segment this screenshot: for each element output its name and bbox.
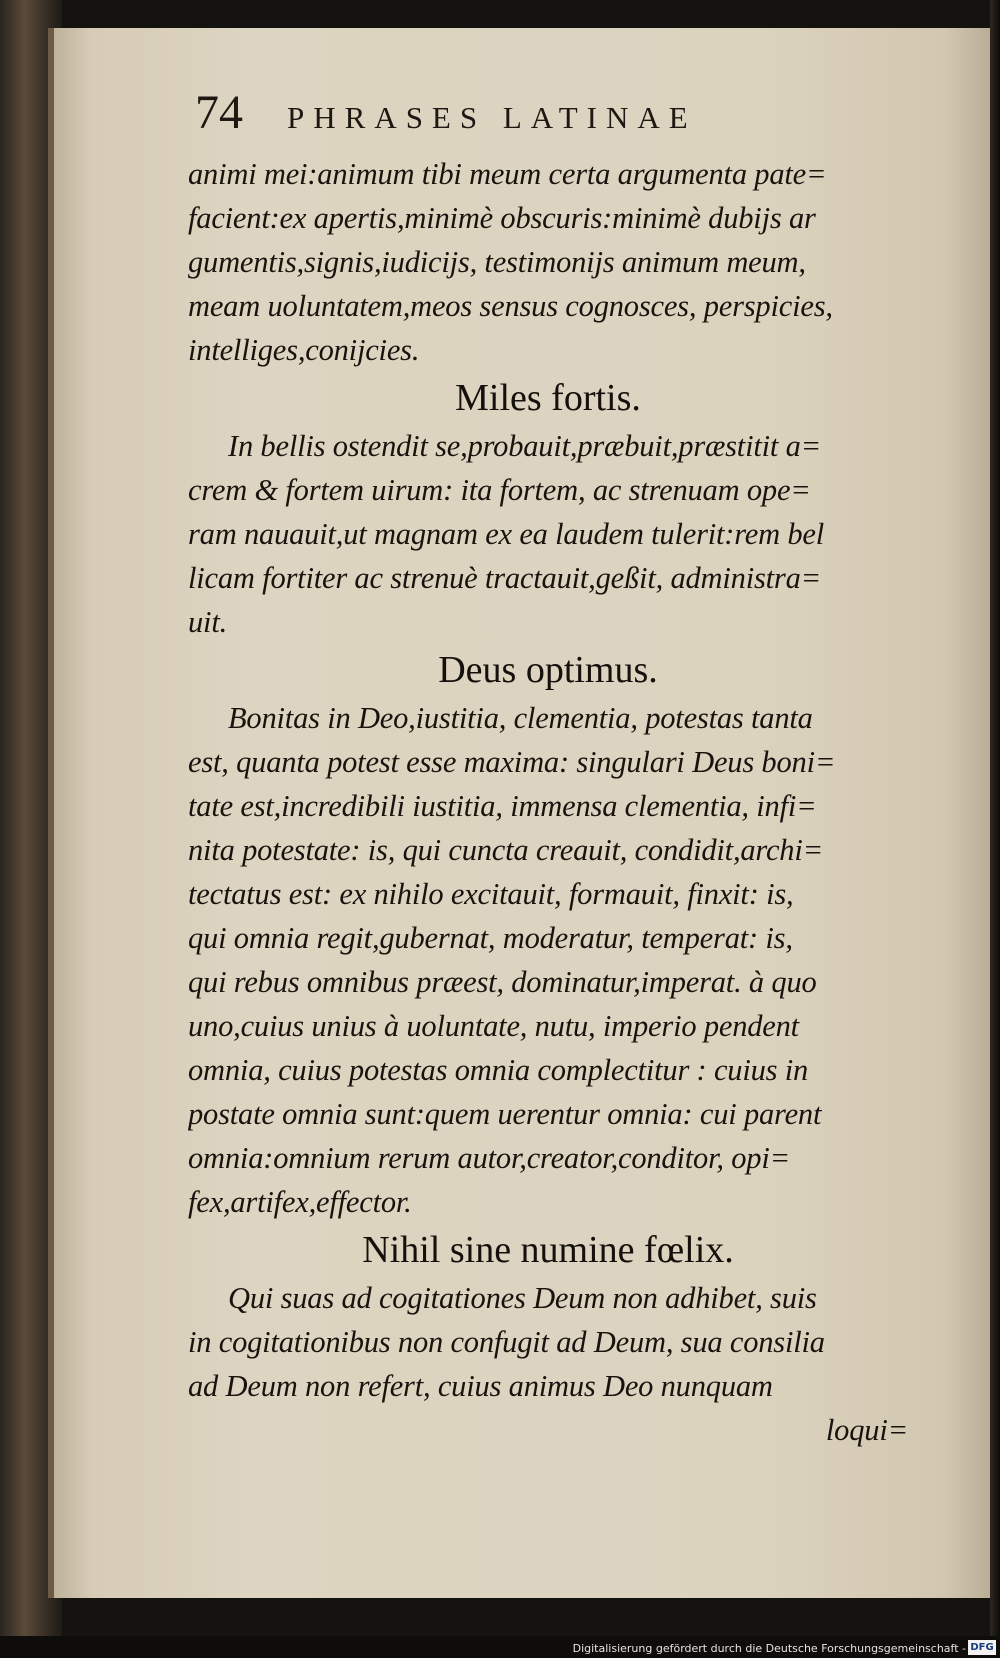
text-line: gumentis,signis,iudicijs, testimonijs animum meum,: [188, 245, 806, 279]
text-line: uit.: [188, 605, 228, 639]
text-line: tectatus est: ex nihilo excitauit, formauit, finxit: is,: [188, 877, 794, 911]
text-line: fex,artifex,effector.: [188, 1185, 412, 1219]
text-line: omnia, cuius potestas omnia complectitur : cuius in: [188, 1053, 809, 1087]
text-line: qui rebus omnibus præest, dominatur,imperat. à quo: [188, 965, 817, 999]
dfg-logo-icon: DFG: [968, 1640, 996, 1655]
text-line: intelliges,conijcies.: [188, 333, 420, 367]
text-line: Bonitas in Deo,iustitia, clementia, potestas tanta: [228, 701, 813, 735]
text-line: Qui suas ad cogitationes Deum non adhibet, suis: [228, 1281, 817, 1315]
footer-strip: [0, 1636, 1000, 1658]
text-line: ram nauauit,ut magnam ex ea laudem tulerit:rem bel: [188, 517, 825, 551]
text-line: uno,cuius unius à uoluntate, nutu, imperio pendent: [188, 1009, 799, 1043]
page-edge-shadow: [990, 0, 1000, 1658]
page-text: [188, 152, 908, 1452]
text-line: facient:ex apertis,minimè obscuris:minimè dubijs ar: [188, 201, 816, 235]
catchword: loqui=: [825, 1413, 908, 1447]
dfg-credit: Digitalisierung gefördert durch die Deutsche Forschungsgemeinschaft -: [572, 1642, 966, 1655]
text-line: licam fortiter ac strenuè tractauit,geßit, administra=: [188, 561, 822, 595]
text-line: animi mei:animum tibi meum certa argumenta pate=: [188, 157, 827, 191]
text-line: omnia:omnium rerum autor,creator,conditor, opi=: [188, 1141, 790, 1175]
text-line: est, quanta potest esse maxima: singulari Deus boni=: [188, 745, 836, 779]
text-line: crem & fortem uirum: ita fortem, ac strenuam ope=: [188, 473, 811, 507]
text-line: qui omnia regit,gubernat, moderatur, temperat: is,: [188, 921, 793, 955]
text-line: postate omnia sunt:quem uerentur omnia: cui parent: [188, 1097, 822, 1131]
section-heading: Miles fortis.: [455, 377, 641, 419]
folio-number: 74: [195, 86, 243, 139]
text-line: ad Deum non refert, cuius animus Deo nunquam: [188, 1369, 773, 1403]
text-line: tate est,incredibili iustitia, immensa clementia, infi=: [188, 789, 817, 823]
text-line: meam uoluntatem,meos sensus cognosces, perspicies,: [188, 289, 833, 323]
text-line: In bellis ostendit se,probauit,præbuit,præstitit a=: [228, 429, 822, 463]
section-heading: Deus optimus.: [438, 649, 658, 691]
running-head: PHRASES LATINAE: [287, 100, 697, 135]
section-heading: Nihil sine numine fœlix.: [362, 1229, 734, 1271]
page-header: [195, 85, 895, 145]
text-line: nita potestate: is, qui cuncta creauit, condidit,archi=: [188, 833, 824, 867]
text-line: in cogitationibus non confugit ad Deum, sua consilia: [188, 1325, 825, 1359]
